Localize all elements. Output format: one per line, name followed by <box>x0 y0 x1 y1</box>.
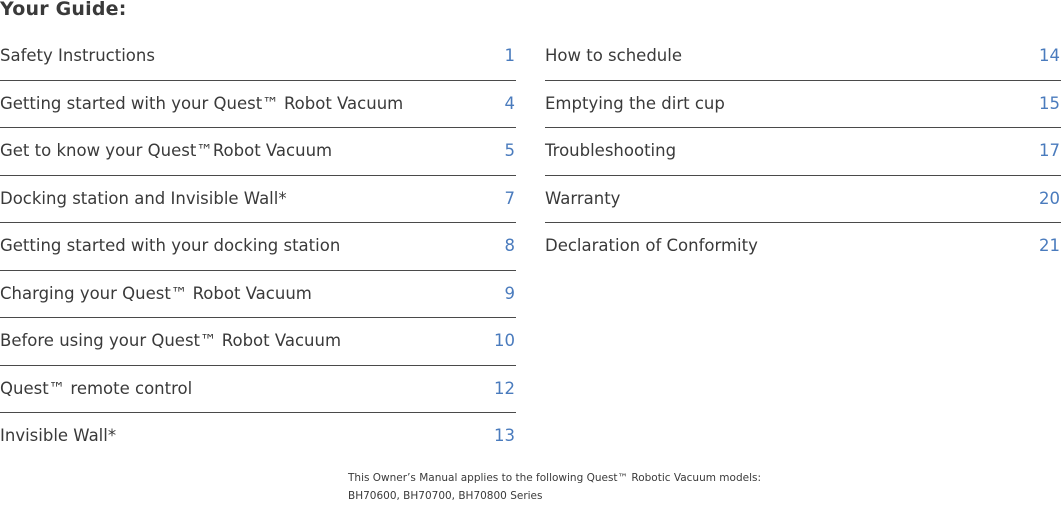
toc-entry-page: 12 <box>494 378 515 398</box>
toc-entry-page: 7 <box>504 188 515 208</box>
toc-right-column <box>545 33 1061 271</box>
guide-title: Your Guide: <box>0 0 127 20</box>
toc-entry-label: Charging your Quest™ Robot Vacuum <box>0 283 312 303</box>
toc-entry-label: Getting started with your Quest™ Robot Vacuum <box>0 93 404 113</box>
toc-entry[interactable] <box>0 128 516 176</box>
toc-entry-page: 21 <box>1039 236 1060 255</box>
toc-entry-label: Declaration of Conformity <box>545 236 758 255</box>
toc-entry[interactable] <box>545 33 1061 81</box>
toc-entry-label: Invisible Wall* <box>0 426 117 445</box>
toc-entry[interactable] <box>545 223 1061 271</box>
toc-entry[interactable] <box>0 413 516 461</box>
toc-entry-label: Getting started with your docking station <box>0 236 341 255</box>
toc-entry[interactable] <box>0 176 516 224</box>
toc-entry[interactable] <box>0 366 516 414</box>
toc-entry-label: Before using your Quest™ Robot Vacuum <box>0 331 342 350</box>
models-note <box>348 469 761 505</box>
toc-entry-page: 14 <box>1039 46 1060 65</box>
toc-entry[interactable] <box>545 128 1061 176</box>
toc-entry-label: How to schedule <box>545 46 682 65</box>
toc-entry-label: Emptying the dirt cup <box>545 93 725 113</box>
toc-entry[interactable] <box>0 271 516 319</box>
toc-entry-page: 20 <box>1039 188 1060 208</box>
toc-entry-page: 4 <box>504 93 515 113</box>
toc-entry-page: 15 <box>1039 93 1060 113</box>
models-note-list: BH70600, BH70700, BH70800 Series <box>348 490 543 502</box>
toc-entry-page: 5 <box>504 141 515 160</box>
toc-entry-page: 9 <box>504 283 515 303</box>
toc-left-column <box>0 33 516 461</box>
toc-entry[interactable] <box>0 33 516 81</box>
toc-entry-page: 10 <box>494 331 515 350</box>
toc-entry-label: Safety Instructions <box>0 46 155 65</box>
toc-entry[interactable] <box>0 318 516 366</box>
toc-entry-label: Troubleshooting <box>545 141 677 160</box>
toc-entry-label: Docking station and Invisible Wall* <box>0 188 287 208</box>
toc-entry[interactable] <box>545 81 1061 129</box>
toc-entry[interactable] <box>0 223 516 271</box>
toc-entry-page: 13 <box>494 426 515 445</box>
toc-entry-page: 1 <box>504 46 515 65</box>
toc-entry-label: Warranty <box>545 188 621 208</box>
toc-entry[interactable] <box>0 81 516 129</box>
toc-entry-page: 8 <box>504 236 515 255</box>
toc-entry-label: Get to know your Quest™Robot Vacuum <box>0 141 333 160</box>
models-note-intro: This Owner’s Manual applies to the following Quest™ Robotic Vacuum models: <box>348 472 762 484</box>
toc-entry-page: 17 <box>1039 141 1060 160</box>
toc-entry-label: Quest™ remote control <box>0 378 193 398</box>
toc-entry[interactable] <box>545 176 1061 224</box>
